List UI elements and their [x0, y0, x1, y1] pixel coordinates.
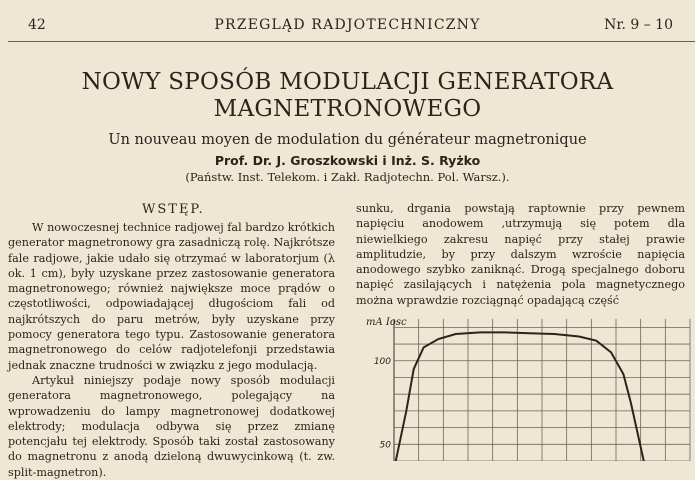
right-column	[356, 201, 685, 308]
oscillation-curve-figure	[356, 307, 691, 461]
right-paragraph-1: sunku, drgania powstają raptownie przy pewnem napięciu anodowem ,utrzymują się potem dla niewielkiego zakresu napięć przy stałej prawie amplitudzie, by przy dalszym wzroście napięcia anodowego szybko zaniknąć. Drogą specjalnego doboru napięć zasilających i natężenia pola magnetycznego można wprawdzie rozciągnąć opadającą część	[356, 202, 685, 307]
page-number: 42	[28, 17, 46, 33]
article-affiliation: (Państw. Inst. Telekom. i Zakł. Radjotechn. Pol. Warsz.).	[185, 170, 510, 184]
journal-title: PRZEGLĄD RADJOTECHNICZNY	[214, 17, 481, 33]
y-axis-ticks	[374, 357, 391, 451]
article-subtitle: Un nouveau moyen de modulation du générateur magnetronique	[108, 132, 587, 148]
y-tick-label: 100	[373, 356, 391, 367]
section-heading: WSTĘP.	[142, 202, 205, 217]
header-rule	[8, 41, 695, 42]
article-authors: Prof. Dr. J. Groszkowski i Inż. S. Ryżko	[214, 153, 481, 168]
y-axis-label: mA Iosc	[366, 317, 407, 328]
left-column	[8, 220, 335, 480]
y-tick-label: 50	[379, 440, 391, 451]
figure-grid	[394, 319, 690, 461]
running-header	[0, 17, 695, 37]
oscillation-curve	[394, 332, 646, 461]
article-title-line-1: NOWY SPOSÓB MODULACJI GENERATORA	[81, 69, 614, 95]
left-paragraph-1: W nowoczesnej technice radjowej fal bardzo krótkich generator magnetronowy gra zasadniczą rolę. Najkrótsze fale radjowe, jakie udało się otrzymać w laboratorjum (λ ok. 1 cm), były uzyskane przez zastosowanie generatora magnetronowego; również największe moce prądów o częstotliwości, odpowiadającej długościom fali od najkrótszych do paru metrów, były uzyskane przy pomocy generatora tego typu. Zastosowanie generatora magnetronowego do celów radjotelefonji przedstawia jednak znaczne trudności w związku z jego modulacją.	[8, 221, 335, 372]
article-title-line-2: MAGNETRONOWEGO	[213, 96, 482, 122]
left-paragraph-2: Artykuł niniejszy podaje nowy sposób modulacji generatora magnetronowego, polegający na wprowadzeniu do lampy magnetronowej dodatkowej elektrody; modulacja odbywa się przez zmianę potencjału tej elektrody. Sposób taki został zastosowany do magnetronu z anodą dzieloną dwuwycinkową (t. zw. split-magnetron).	[8, 373, 335, 479]
issue-number: Nr. 9 – 10	[604, 17, 673, 33]
